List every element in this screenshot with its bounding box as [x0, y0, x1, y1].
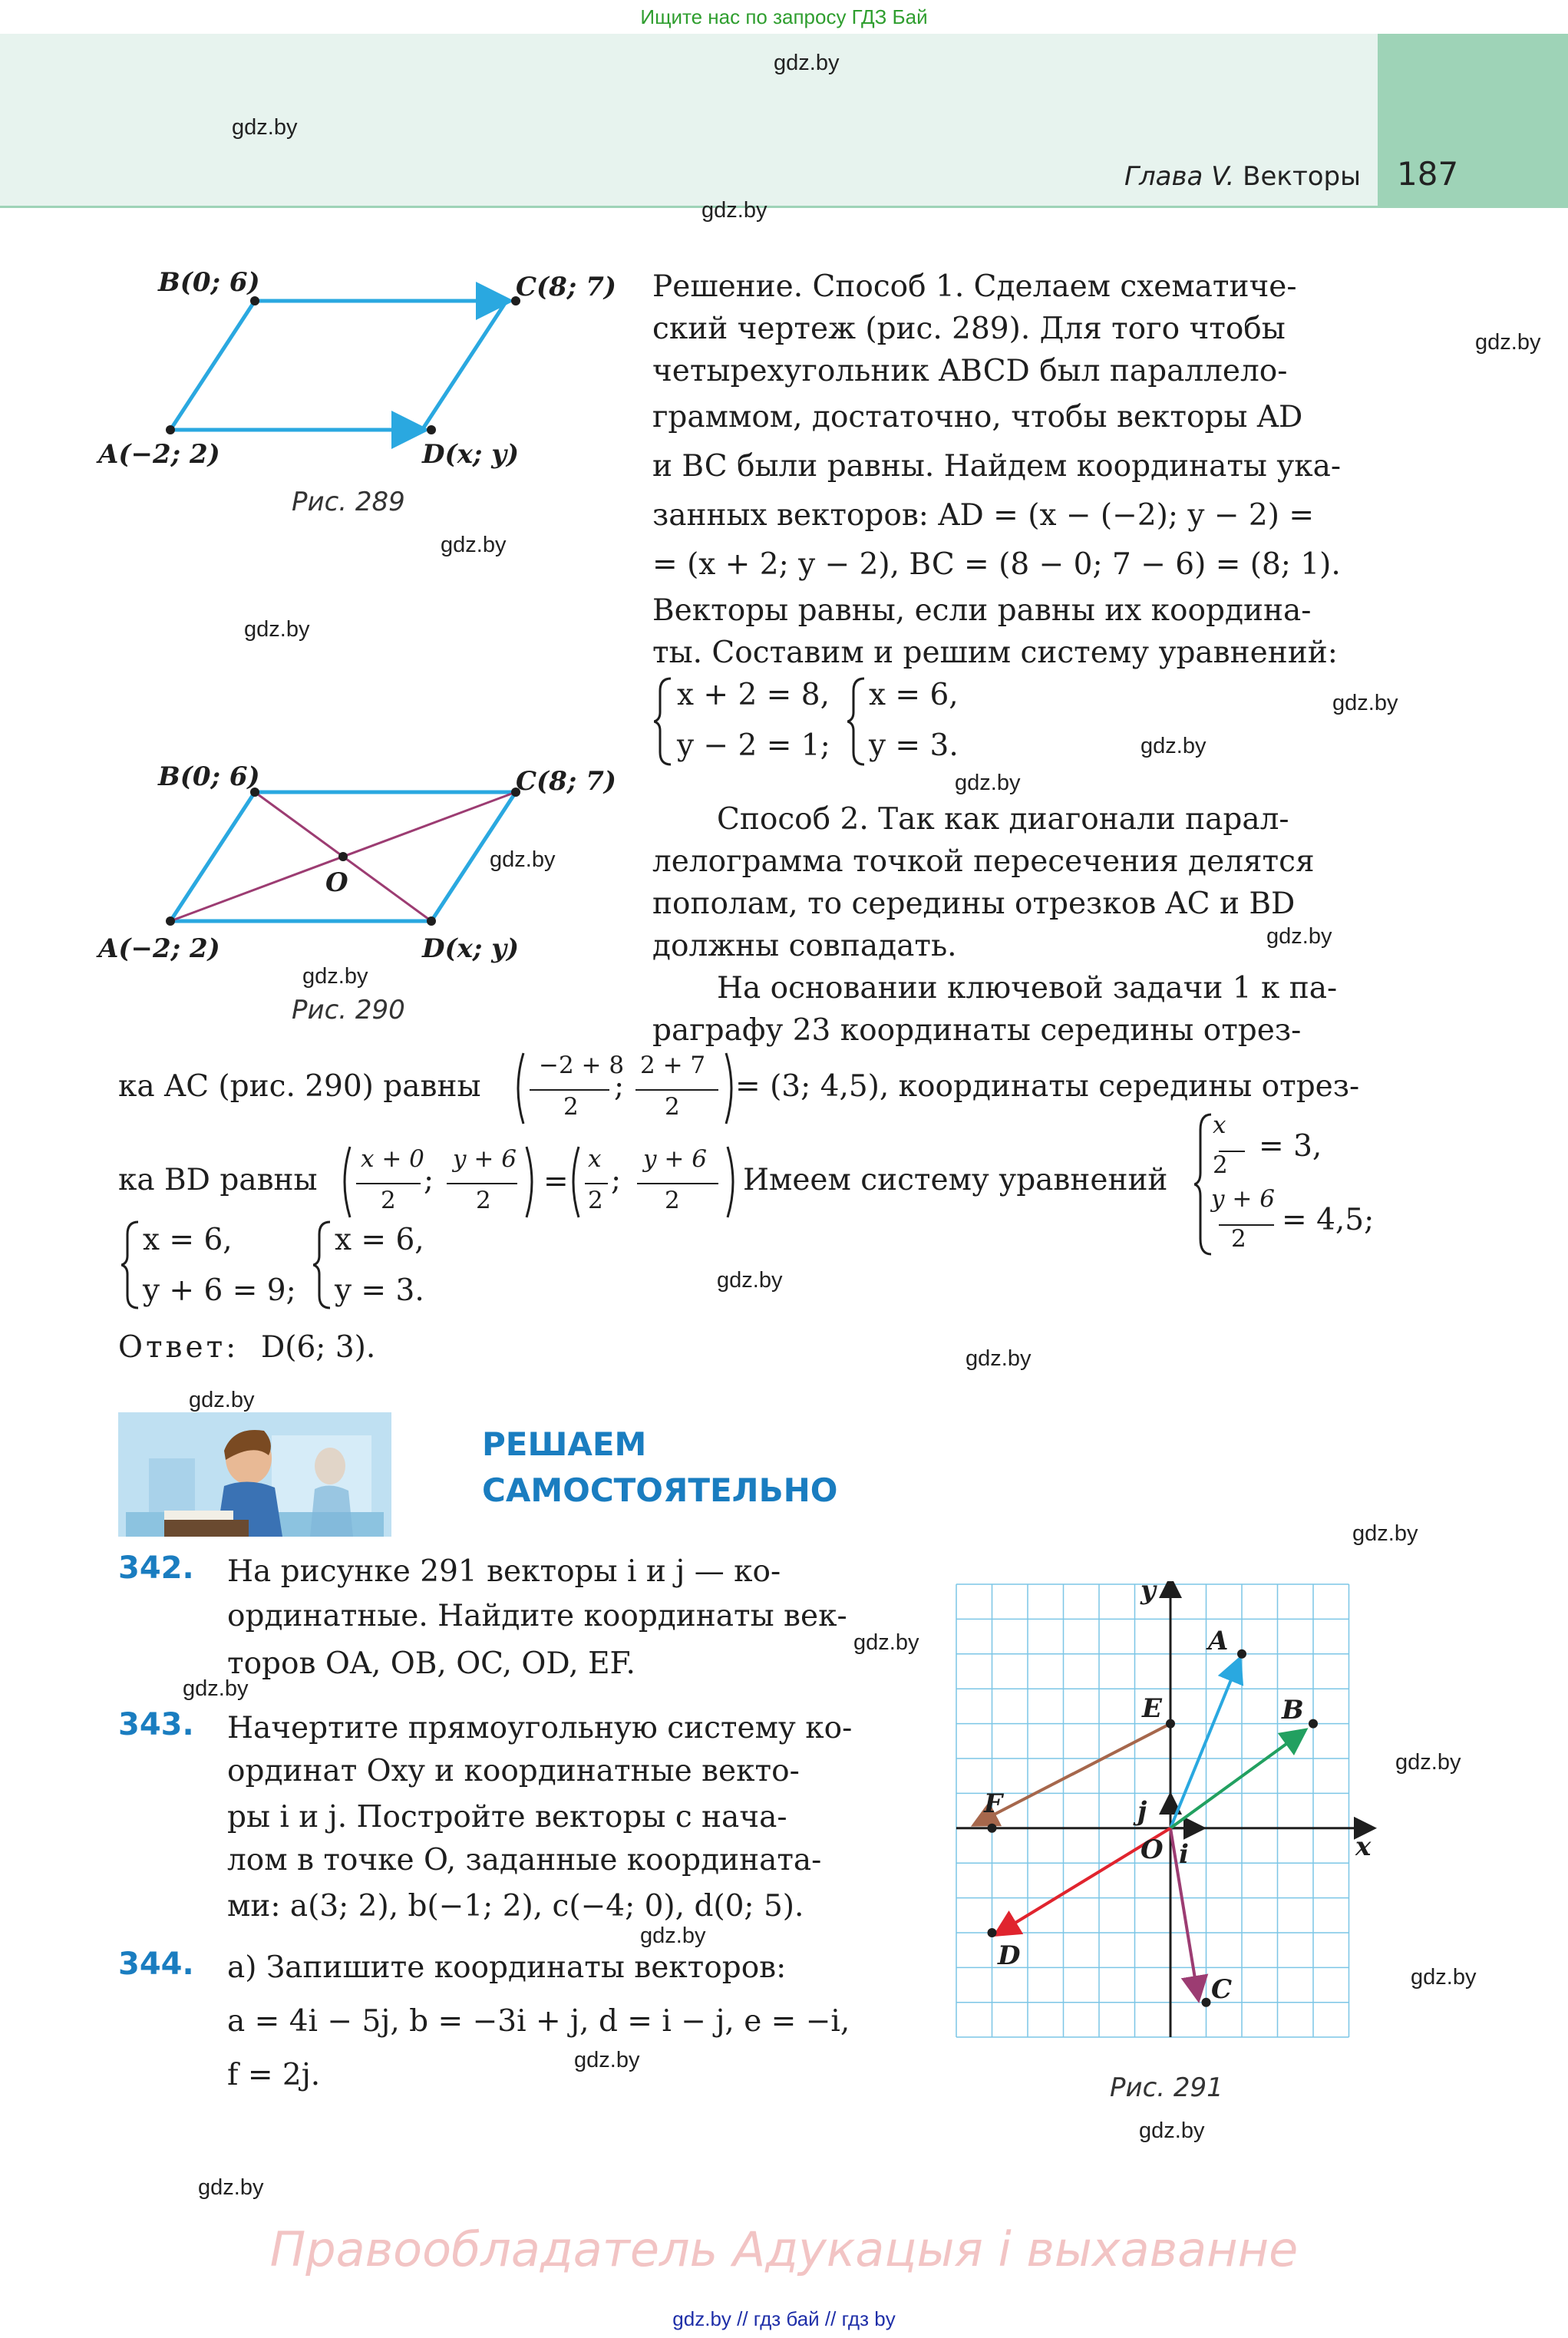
fig291-label-o: O: [1141, 1834, 1164, 1865]
watermark: gdz.by: [244, 617, 310, 642]
fig291-label-c: C: [1211, 1974, 1233, 2005]
top-banner[interactable]: Ищите нас по запросу ГДЗ Бай: [0, 0, 1568, 34]
fig289-caption: Рис. 289: [292, 487, 405, 517]
frac-bd-den1: 2: [381, 1187, 396, 1214]
system2-eq1: x = 6,: [143, 1223, 233, 1257]
page-number: 187: [1397, 155, 1459, 193]
fig289-label-d: D(x; y): [422, 439, 520, 470]
system-right-num2: y + 6: [1211, 1185, 1275, 1213]
frac-bd-den4: 2: [665, 1187, 680, 1214]
solution-line: ты. Составим и решим систему уравнений:: [652, 636, 1338, 670]
system-right-den2: 2: [1231, 1225, 1246, 1253]
solution-line: граммом, достаточно, чтобы векторы AD: [652, 400, 1303, 434]
system1-eq4: y = 3.: [869, 728, 959, 763]
system1-eq1: x + 2 = 8,: [677, 678, 830, 712]
watermark: gdz.by: [1395, 1750, 1461, 1775]
line-bd-suffix: Имеем систему уравнений: [743, 1163, 1168, 1197]
watermark: gdz.by: [853, 1630, 919, 1655]
frac-ac-num2: 2 + 7: [640, 1052, 706, 1079]
system2-eq3: x = 6,: [335, 1223, 424, 1257]
frac-bd-sep: ;: [424, 1163, 434, 1197]
fig289-label-a: A(−2; 2): [98, 439, 220, 470]
figure-290-diagram: [92, 775, 629, 952]
student-illustration: [118, 1412, 391, 1537]
line-ac-suffix: = (3; 4,5), координаты середины отрез-: [735, 1069, 1360, 1104]
solution-line: = (x + 2; y − 2), BC = (8 − 0; 7 − 6) = (8; 1).: [652, 547, 1341, 582]
watermark: gdz.by: [955, 771, 1021, 795]
svg-text:=: =: [543, 1164, 569, 1199]
fig291-label-j: j: [1137, 1796, 1147, 1827]
method2-line: Способ 2. Так как диагонали парал-: [717, 802, 1289, 837]
method2-line: раграфу 23 координаты середины отрез-: [652, 1013, 1302, 1048]
watermark: gdz.by: [717, 1268, 783, 1293]
method2-line: должны совпадать.: [652, 929, 957, 963]
copyright-notice: Правообладатель Адукацыя і выхаванне: [269, 2221, 1299, 2277]
fig291-label-e: E: [1142, 1693, 1162, 1724]
method2-line: На основании ключевой задачи 1 к па-: [717, 971, 1338, 1006]
fig291-label-b: B: [1282, 1695, 1304, 1725]
watermark: gdz.by: [441, 533, 507, 557]
solution-line: ский чертеж (рис. 289). Для того чтобы: [652, 312, 1286, 346]
fig291-label-x: x: [1355, 1831, 1372, 1862]
system1-eq2: y − 2 = 1;: [677, 728, 830, 763]
fig291-label-i: i: [1179, 1839, 1189, 1870]
problem-number: 344.: [118, 1947, 194, 1982]
fig291-label-y: y: [1141, 1575, 1156, 1606]
problem-344-line: а) Запишите координаты векторов:: [227, 1950, 787, 1985]
system1-eq3: x = 6,: [869, 678, 959, 712]
watermark: gdz.by: [1139, 2118, 1205, 2143]
fig291-caption: Рис. 291: [1110, 2072, 1223, 2103]
system2-eq2: y + 6 = 9;: [143, 1273, 296, 1308]
fig290-label-d: D(x; y): [422, 933, 520, 964]
frac-bd-sep: ;: [611, 1163, 622, 1197]
watermark: gdz.by: [1352, 1521, 1418, 1546]
problem-342-line: На рисунке 291 векторы i и j — ко-: [227, 1554, 781, 1589]
solution-line: и BC были равны. Найдем координаты ука-: [652, 449, 1342, 484]
section-title: РЕШАЕМ САМОСТОЯТЕЛЬНО: [482, 1425, 838, 1509]
problem-343-line: Начертите прямоугольную систему ко-: [227, 1711, 853, 1745]
watermark: gdz.by: [189, 1388, 255, 1412]
watermark: gdz.by: [1411, 1965, 1477, 1990]
watermark: gdz.by: [1475, 330, 1541, 355]
figure-291-grid: [952, 1581, 1381, 2042]
system-right-rhs2: = 4,5;: [1282, 1203, 1375, 1237]
watermark: gdz.by: [198, 2175, 264, 2200]
problem-344-line: f = 2j.: [227, 2058, 321, 2092]
frac-bd-num3: x: [588, 1145, 602, 1173]
watermark: gdz.by: [574, 2048, 640, 2072]
problem-343-line: лом в точке O, заданные координата-: [227, 1843, 822, 1877]
system-right-rhs1: = 3,: [1259, 1129, 1322, 1164]
fig289-label-b: B(0; 6): [158, 267, 260, 298]
frac-bd-den2: 2: [476, 1187, 491, 1214]
frac-ac-sep: ;: [614, 1069, 625, 1104]
frac-bd-num4: y + 6: [643, 1145, 707, 1173]
watermark: gdz.by: [1141, 734, 1207, 758]
system-right-num1: x: [1213, 1111, 1226, 1139]
problem-344-line: a = 4i − 5j, b = −3i + j, d = i − j, e = −i,: [227, 2004, 850, 2039]
solution-line: четырехугольник ABCD был параллело-: [652, 354, 1288, 388]
frac-ac-den2: 2: [665, 1093, 680, 1121]
header-divider: [0, 206, 1568, 208]
watermark: gdz.by: [774, 51, 840, 75]
fig290-label-a: A(−2; 2): [98, 933, 220, 964]
problem-343-line: ми: a(3; 2), b(−1; 2), c(−4; 0), d(0; 5).: [227, 1889, 804, 1924]
fig291-label-a: A: [1208, 1626, 1229, 1656]
problem-342-line: торов OA, OB, OC, OD, EF.: [227, 1646, 635, 1681]
fig289-label-c: C(8; 7): [516, 272, 616, 302]
frac-bd-num1: x + 0: [361, 1145, 424, 1173]
frac-bd-num2: y + 6: [453, 1145, 517, 1173]
watermark: gdz.by: [1332, 691, 1398, 715]
problem-342-line: ординатные. Найдите координаты век-: [227, 1599, 847, 1633]
chapter-title: Глава V. Векторы: [1124, 161, 1361, 192]
problem-number: 343.: [118, 1707, 194, 1742]
watermark: gdz.by: [1266, 924, 1332, 949]
fig291-label-f: F: [984, 1788, 1003, 1819]
system-brace: [654, 675, 677, 768]
solution-line: занных векторов: AD = (x − (−2); y − 2) =: [652, 498, 1314, 533]
watermark: gdz.by: [302, 964, 368, 989]
system-right-den1: 2: [1213, 1151, 1228, 1179]
footer-links[interactable]: gdz.by // гдз бай // гдз by: [672, 2307, 896, 2330]
fig290-label-b: B(0; 6): [158, 761, 260, 792]
watermark: gdz.by: [640, 1924, 706, 1948]
problem-343-line: ординат Oxy и координатные векто-: [227, 1754, 800, 1788]
fig290-label-o: O: [325, 867, 348, 898]
fig290-label-c: C(8; 7): [516, 766, 616, 797]
watermark: gdz.by: [701, 198, 767, 223]
watermark: gdz.by: [183, 1676, 249, 1701]
answer-value: D(6; 3).: [261, 1330, 376, 1365]
line-ac-prefix: ка AC (рис. 290) равны: [118, 1069, 481, 1104]
system-brace: [121, 1219, 144, 1311]
problem-number: 342.: [118, 1550, 194, 1586]
line-bd-prefix: ка BD равны: [118, 1163, 318, 1197]
frac-ac-den1: 2: [563, 1093, 579, 1121]
frac-bd-den3: 2: [588, 1187, 603, 1214]
method2-line: пополам, то середины отрезков AC и BD: [652, 887, 1296, 921]
problem-343-line: ры i и j. Постройте векторы с нача-: [227, 1800, 787, 1834]
solution-line: Решение. Способ 1. Сделаем схематиче-: [652, 269, 1297, 304]
method2-line: лелограмма точкой пересечения делятся: [652, 844, 1315, 879]
fig290-caption: Рис. 290: [292, 995, 405, 1025]
system-brace: [847, 675, 870, 768]
answer-label: Ответ:: [118, 1330, 239, 1365]
system-brace: [313, 1219, 336, 1311]
solution-line: Векторы равны, если равны их координа-: [652, 593, 1312, 628]
system2-eq4: y = 3.: [335, 1273, 424, 1308]
fig291-label-d: D: [998, 1940, 1021, 1971]
watermark: gdz.by: [490, 847, 556, 872]
frac-ac-num1: −2 + 8: [539, 1052, 625, 1079]
watermark: gdz.by: [966, 1346, 1032, 1371]
watermark: gdz.by: [232, 115, 298, 140]
